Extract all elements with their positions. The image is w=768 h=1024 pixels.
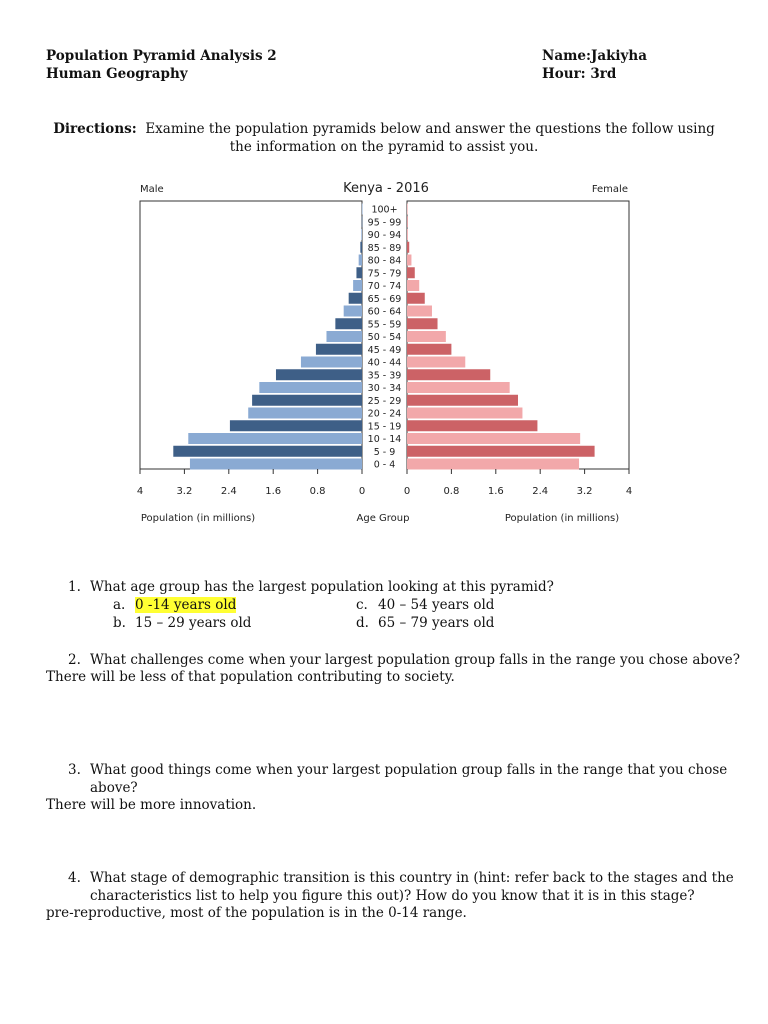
x-tick-label-right: 2.4 — [532, 486, 549, 497]
female-bar — [407, 344, 451, 355]
question-1-number: 1. — [68, 579, 81, 595]
female-bar — [407, 369, 490, 380]
question-4-text-line2: characteristics list to help you figure this out)? How do you know that it is in this stage? — [90, 888, 695, 904]
age-group-label: 55 - 59 — [367, 319, 402, 331]
age-group-label: 40 - 44 — [367, 357, 402, 369]
female-bar — [407, 267, 415, 278]
age-group-labels — [368, 205, 402, 471]
female-label: Female — [591, 184, 628, 195]
female-bar — [407, 306, 432, 317]
answer-2: There will be less of that population contributing to society. — [46, 669, 455, 685]
answer-3: There will be more innovation. — [46, 797, 257, 813]
male-bar — [259, 382, 362, 393]
x-tick-label-right: 0.8 — [443, 486, 460, 497]
age-group-label: 50 - 54 — [367, 332, 402, 343]
male-bar — [173, 446, 362, 457]
axis-ticks — [137, 469, 632, 497]
question-1-text: What age group has the largest population looking at this pyramid? — [90, 579, 554, 595]
x-axis-label-center: Age Group — [356, 513, 410, 524]
age-group-label: 95 - 99 — [367, 217, 402, 229]
age-group-label: 0 - 4 — [373, 459, 396, 471]
male-bar — [276, 369, 362, 380]
male-bar — [353, 280, 362, 291]
age-group-label: 60 - 64 — [367, 306, 402, 318]
male-bar — [316, 344, 362, 355]
female-bar — [407, 318, 438, 329]
male-bar — [356, 267, 362, 278]
male-bar — [190, 459, 362, 470]
male-bar — [359, 255, 362, 266]
age-group-label: 15 - 19 — [367, 421, 402, 433]
class-hour: Hour: 3rd — [542, 66, 617, 82]
female-bar — [407, 293, 425, 304]
option-a-text-highlighted: 0 -14 years old — [135, 597, 237, 613]
option-c-text: 40 – 54 years old — [378, 597, 495, 613]
directions — [46, 120, 722, 156]
age-group-label: 30 - 34 — [367, 383, 402, 394]
x-tick-label-left: 0 — [358, 486, 366, 497]
x-tick-label-right: 1.6 — [487, 486, 504, 497]
female-bar — [407, 242, 409, 253]
question-4-text-line1: What stage of demographic transition is this country in (hint: refer back to the stages and the — [90, 870, 734, 886]
directions-label: Directions: — [53, 121, 137, 137]
x-tick-label-left: 2.4 — [220, 486, 237, 497]
male-bar — [360, 242, 362, 253]
female-bar — [407, 459, 579, 470]
age-group-label: 45 - 49 — [367, 344, 402, 356]
age-group-label: 75 - 79 — [367, 268, 402, 280]
age-group-label: 100+ — [371, 204, 398, 216]
worksheet-subject: Human Geography — [46, 66, 188, 82]
female-bar — [407, 446, 595, 457]
male-bar — [230, 420, 362, 431]
question-3-text-line1: What good things come when your largest population group falls in the range that you chose — [90, 762, 728, 778]
female-bar — [407, 382, 510, 393]
option-c-letter: c. — [356, 597, 368, 613]
x-tick-label-left: 3.2 — [176, 486, 193, 497]
question-3-number: 3. — [68, 762, 81, 778]
male-bar — [252, 395, 362, 406]
question-2-number: 2. — [68, 652, 81, 668]
female-bar — [407, 255, 411, 266]
student-name: Name:Jakiyha — [542, 48, 647, 64]
male-bar — [344, 306, 362, 317]
male-bar — [362, 204, 363, 215]
age-group-label: 10 - 14 — [367, 434, 402, 445]
directions-text: Examine the population pyramids below and answer the questions the follow using the information on the pyramid to assist you. — [145, 121, 715, 155]
question-3-text-line2: above? — [90, 780, 138, 796]
answer-4: pre-reproductive, most of the population is in the 0-14 range. — [46, 905, 467, 921]
male-bar — [362, 216, 363, 227]
male-bar — [188, 433, 362, 444]
x-tick-label-left: 1.6 — [265, 486, 282, 497]
option-a-letter: a. — [113, 597, 126, 613]
female-bar — [407, 331, 446, 342]
age-group-label: 35 - 39 — [367, 370, 402, 382]
age-group-label: 65 - 69 — [367, 293, 402, 305]
male-bar — [248, 408, 362, 419]
population-pyramid-chart — [120, 170, 650, 530]
female-bar — [407, 420, 537, 431]
male-bar — [349, 293, 362, 304]
male-bar — [335, 318, 362, 329]
age-group-label: 70 - 74 — [367, 281, 402, 292]
x-tick-label-left: 0.8 — [309, 486, 326, 497]
female-bar — [407, 204, 408, 215]
option-d-text: 65 – 79 years old — [378, 615, 495, 631]
female-bar — [407, 280, 419, 291]
option-b-text: 15 – 29 years old — [135, 615, 252, 631]
x-axis-label-left: Population (in millions) — [140, 513, 256, 524]
option-d-letter: d. — [356, 615, 369, 631]
male-bar — [326, 331, 362, 342]
female-bar — [407, 216, 408, 227]
x-tick-label-right: 0 — [403, 486, 411, 497]
x-axis-label-right: Population (in millions) — [504, 513, 620, 524]
chart-title: Kenya - 2016 — [343, 181, 429, 196]
male-bar — [361, 229, 362, 240]
age-group-label: 90 - 94 — [367, 230, 402, 241]
male-label: Male — [140, 184, 164, 195]
x-tick-label-left: 4 — [136, 486, 144, 497]
question-4-number: 4. — [68, 870, 81, 886]
female-bar — [407, 408, 522, 419]
male-bar — [301, 357, 362, 368]
age-group-label: 85 - 89 — [367, 242, 402, 254]
age-group-label: 5 - 9 — [373, 446, 396, 458]
female-bar — [407, 395, 518, 406]
age-group-label: 20 - 24 — [367, 408, 402, 420]
female-bar — [407, 433, 580, 444]
worksheet-title: Population Pyramid Analysis 2 — [46, 48, 277, 64]
female-bar — [407, 357, 465, 368]
question-2-text: What challenges come when your largest population group falls in the range you chose above? — [90, 652, 740, 668]
age-group-label: 80 - 84 — [367, 255, 402, 267]
female-bar — [407, 229, 408, 240]
x-tick-label-right: 3.2 — [576, 486, 593, 497]
age-group-label: 25 - 29 — [367, 395, 402, 407]
x-tick-label-right: 4 — [625, 486, 633, 497]
option-b-letter: b. — [113, 615, 126, 631]
